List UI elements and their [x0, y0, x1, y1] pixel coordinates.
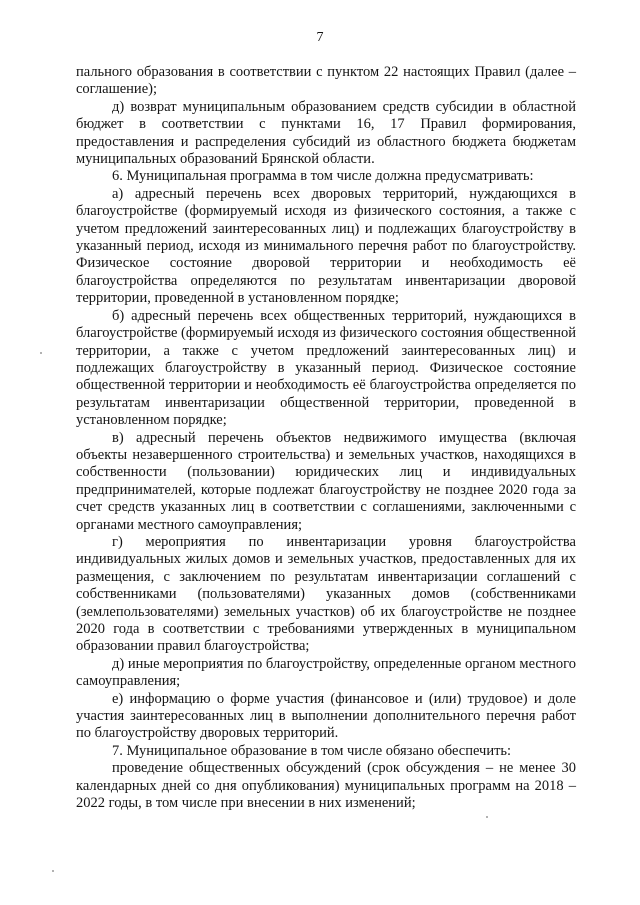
page-number: 7 — [316, 30, 324, 45]
paragraph-item-b-public-territories: б) адресный перечень всех общественных территорий, нуждающихся в благоустройстве (формируемый исходя из физического состояния общественной территории, а также с учетом предложений заинтересованных лиц) и подлежащих благоустройству в указанный период. Физическое состояние общественной территории и необходимость её благоустройства определяется по результатам инвентаризации общественной территории, проведенной в установленном порядке; — [76, 307, 577, 429]
paragraph-item-v-real-estate: в) адресный перечень объектов недвижимого имущества (включая объекты незавершенного строительства) и земельных участков, находящихся в собственности (пользовании) юридических лиц и индивидуальных предпринимателей, которые подлежат благоустройству не позднее 2020 года за счет средств указанных лиц в соответствии с соглашениями, заключенными с органами местного самоуправления; — [76, 429, 576, 533]
paragraph-item-e-participation-form: е) информацию о форме участия (финансовое и (или) трудовое) и доле участия заинтересованных лиц в выполнении дополнительного перечня работ по благоустройству дворовых территорий. — [76, 690, 576, 742]
document-body — [76, 64, 576, 812]
paragraph-item-g-inventory-measures: г) мероприятия по инвентаризации уровня благоустройства индивидуальных жилых домов и земельных участков, предоставленных для их размещения, с заключением по результатам инвентаризации соглашений с собственниками (пользователями) указанных домов (собственниками (землепользователями) земельных участков) об их благоустройстве не позднее 2020 года в соответствии с требованиями утвержденных в муниципальном образовании правил благоустройства; — [76, 533, 576, 655]
scan-speck — [486, 816, 488, 818]
paragraph-section-6-heading: 6. Муниципальная программа в том числе должна предусматривать: — [112, 168, 534, 185]
paragraph-item-a-yard-territories: а) адресный перечень всех дворовых территорий, нуждающихся в благоустройстве (формируемый исходя из физического состояния, а также с учетом предложений заинтересованных лиц) и подлежащих благоустройству в указанный период, исходя из минимального перечня работ по благоустройству. Физическое состояние дворовой территории и необходимость её благоустройства определяются по результатам инвентаризации дворовой территории, проведенной в установленном порядке; — [76, 185, 576, 307]
paragraph-item-d-subsidy-return: д) возврат муниципальным образованием средств субсидии в областной бюджет в соответствии с пунктами 16, 17 Правил формирования, предоставления и распределения субсидий из областного бюджета бюджетам муниципальных образований Брянской области. — [76, 98, 576, 168]
scan-speck — [52, 870, 54, 872]
paragraph-continuation: пального образования в соответствии с пунктом 22 настоящих Правил (далее – соглашение); — [76, 64, 576, 98]
paragraph-item-d-other-measures: д) иные мероприятия по благоустройству, определенные органом местного самоуправления; — [76, 655, 576, 690]
paragraph-public-discussions: проведение общественных обсуждений (срок обсуждения – не менее 30 календарных дней со дня опубликования) муниципальных программ на 2018 – 2022 годы, в том числе при внесении в них изменений; — [76, 760, 576, 812]
scan-speck — [40, 352, 42, 354]
paragraph-section-7-heading: 7. Муниципальное образование в том числе обязано обеспечить: — [112, 742, 512, 759]
